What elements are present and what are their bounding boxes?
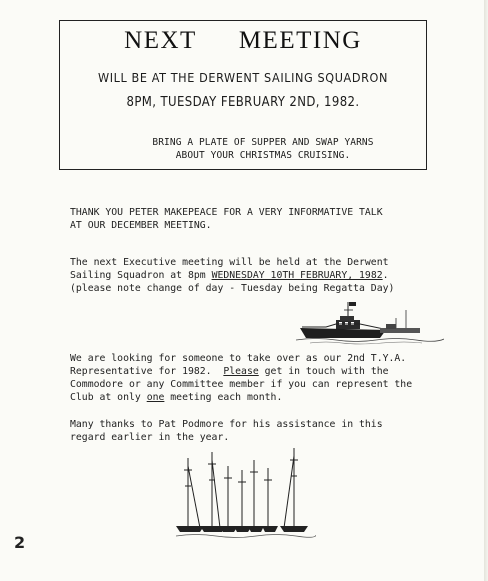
tya-representative-paragraph bbox=[70, 352, 450, 404]
thanks-talk-paragraph bbox=[70, 206, 450, 232]
exec-line-3: (please note change of day - Tuesday being Regatta Day) bbox=[70, 283, 395, 294]
exec-line-2-suffix: . bbox=[382, 270, 389, 281]
page-edge bbox=[484, 0, 488, 581]
tya-line-2-suffix: get in touch with the bbox=[258, 366, 389, 377]
tya-line-4-suffix: meeting each month. bbox=[164, 392, 283, 403]
tya-line-2-prefix: Representative for 1982. bbox=[70, 366, 224, 377]
supper-note-line-1: BRING A PLATE OF SUPPER AND SWAP YARNS bbox=[152, 137, 374, 148]
title-right: MEETING bbox=[238, 27, 362, 54]
tya-line-4-prefix: Club at only bbox=[70, 392, 147, 403]
page-number: 2 bbox=[14, 533, 26, 552]
moored-yachts-icon bbox=[176, 446, 316, 542]
thanks-talk-line-1: THANK YOU PETER MAKEPEACE FOR A VERY INFORMATIVE TALK bbox=[70, 207, 383, 218]
exec-line-1: The next Executive meeting will be held at the Derwent bbox=[70, 257, 389, 268]
thanks-pat-paragraph bbox=[70, 418, 450, 444]
meeting-notice-box bbox=[59, 20, 427, 170]
meeting-venue: WILL BE AT THE DERWENT SAILING SQUADRON bbox=[98, 70, 388, 85]
thanks-pat-line-1: Many thanks to Pat Podmore for his assistance in this bbox=[70, 419, 383, 430]
exec-line-2-prefix: Sailing Squadron at 8pm bbox=[70, 270, 212, 281]
title-left: NEXT bbox=[124, 27, 197, 54]
tya-please-underlined: Please bbox=[223, 366, 259, 377]
tya-line-1: We are looking for someone to take over as our 2nd T.Y.A. bbox=[70, 353, 407, 364]
supper-note-line-2: ABOUT YOUR CHRISTMAS CRUISING. bbox=[175, 150, 351, 161]
thanks-pat-line-2: regard earlier in the year. bbox=[70, 432, 230, 443]
exec-date-underlined: WEDNESDAY 10TH FEBRUARY, 1982 bbox=[211, 270, 383, 281]
tya-line-3: Commodore or any Committee member if you can represent the bbox=[70, 379, 413, 390]
meeting-title bbox=[60, 27, 426, 55]
thanks-talk-line-2: AT OUR DECEMBER MEETING. bbox=[70, 220, 212, 231]
tya-one-underlined: one bbox=[146, 392, 165, 403]
meeting-date: 8PM, TUESDAY FEBRUARY 2ND, 1982. bbox=[126, 95, 360, 110]
motor-launch-icon bbox=[296, 296, 444, 348]
executive-meeting-paragraph bbox=[70, 256, 450, 295]
